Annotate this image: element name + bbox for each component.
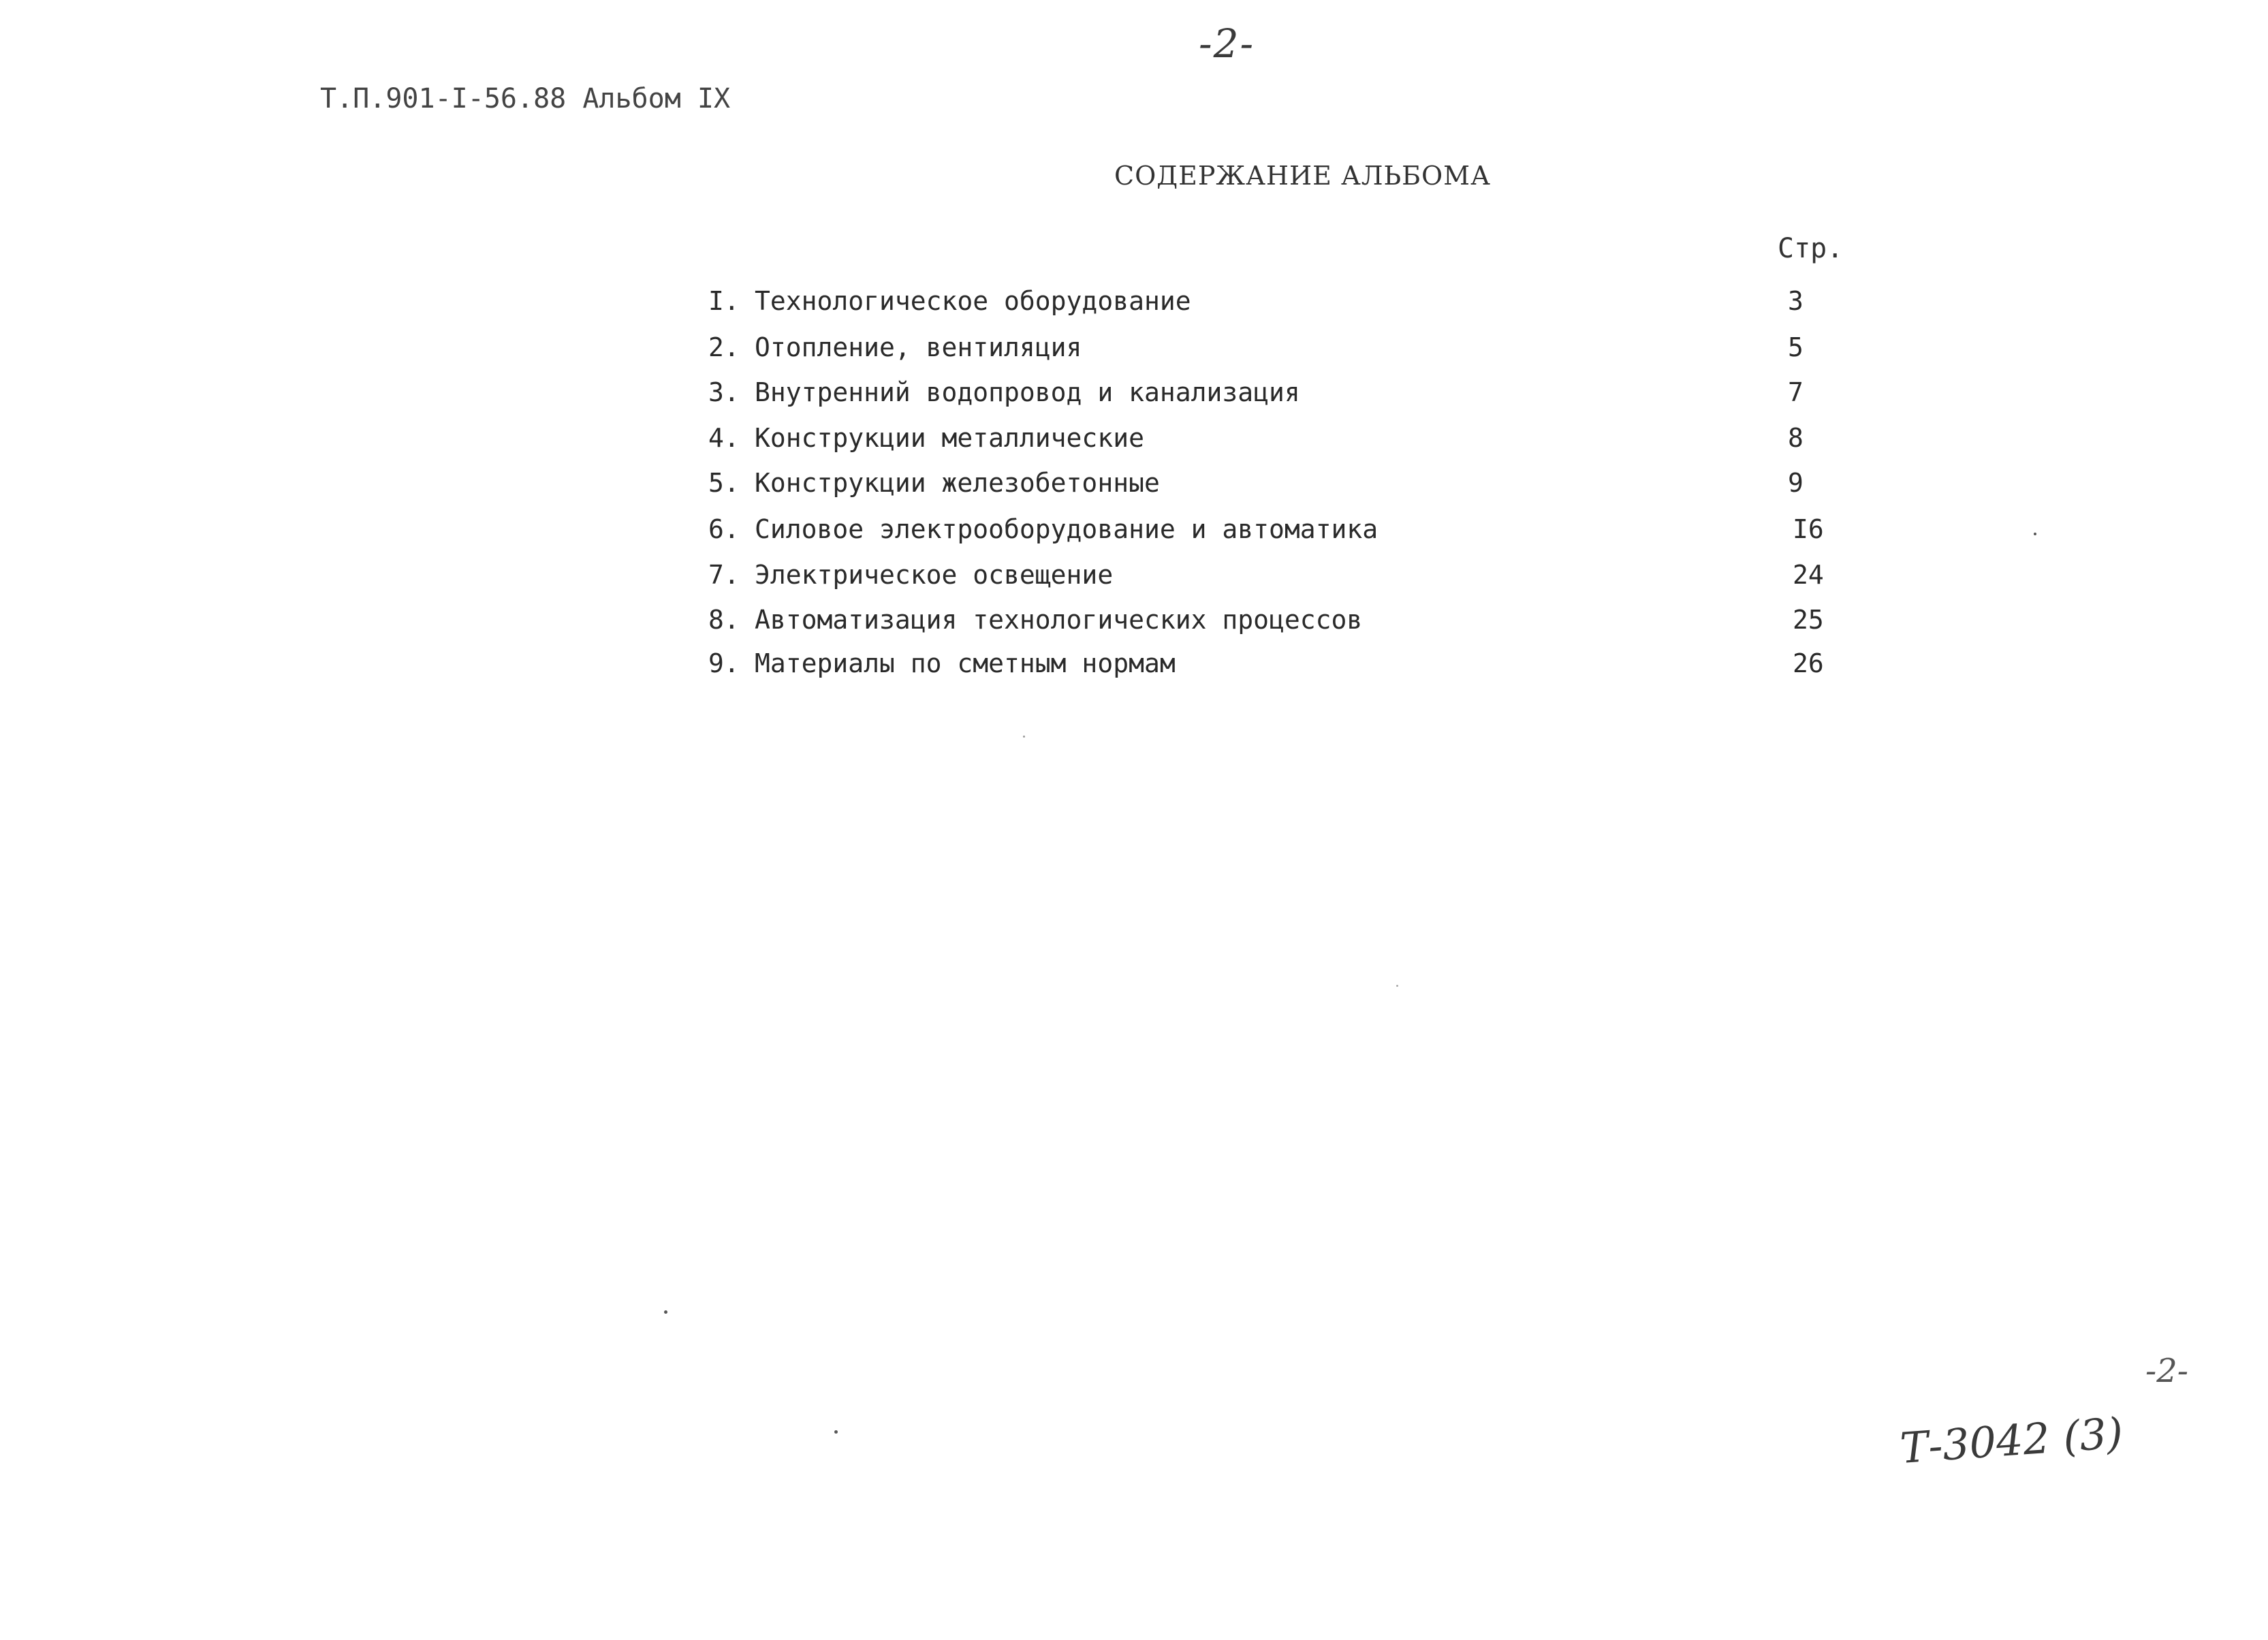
- toc-item-page: 24: [1793, 560, 1824, 590]
- toc-item-label: Конструкции железобетонные: [755, 468, 1160, 498]
- toc-item-label: Отопление, вентиляция: [755, 332, 1082, 362]
- toc-item-page: 3: [1788, 286, 1804, 316]
- toc-item: [708, 286, 1853, 324]
- toc-item: [708, 560, 1853, 598]
- toc-item: [708, 648, 1853, 687]
- toc-item-page: 26: [1793, 648, 1824, 678]
- toc-item-page: I6: [1793, 514, 1824, 544]
- album-contents-title: СОДЕРЖАНИЕ АЛЬБОМА: [1114, 161, 1491, 191]
- toc-item-number: 8.: [708, 605, 740, 635]
- toc-item: [708, 423, 1853, 461]
- toc-item-label: Конструкции металлические: [755, 423, 1144, 453]
- toc-item: [708, 332, 1853, 370]
- toc-item-label: Силовое электрооборудование и автоматика: [755, 514, 1379, 544]
- toc-item-page: 25: [1793, 605, 1824, 635]
- page-number-bottom: -2-: [2145, 1352, 2188, 1390]
- toc-item-number: 6.: [708, 514, 740, 544]
- toc-item-number: 2.: [708, 332, 740, 362]
- toc-item-page: 9: [1788, 468, 1804, 498]
- handwritten-reference: Т-3042 (3): [1898, 1408, 2125, 1473]
- toc-item-label: Материалы по сметным нормам: [755, 648, 1176, 678]
- toc-item-number: 9.: [708, 648, 740, 678]
- toc-item: [708, 377, 1853, 415]
- scan-speck: [2034, 533, 2036, 535]
- toc-item-label: Автоматизация технологических процессов: [755, 605, 1363, 635]
- toc-item-number: I.: [708, 286, 740, 316]
- toc-item-page: 7: [1788, 377, 1804, 407]
- toc-item-label: Электрическое освещение: [755, 560, 1114, 590]
- scan-speck: [1396, 985, 1398, 987]
- scan-speck: [664, 1310, 667, 1314]
- toc-item-number: 5.: [708, 468, 740, 498]
- toc-item-number: 7.: [708, 560, 740, 590]
- toc-item-number: 3.: [708, 377, 740, 407]
- document-code: Т.П.901-I-56.88 Альбом IX: [320, 83, 731, 114]
- toc-item-label: Внутренний водопровод и канализация: [755, 377, 1300, 407]
- page-number-top: -2-: [1199, 20, 1255, 67]
- toc-item-label: Технологическое оборудование: [755, 286, 1191, 316]
- toc-item-page: 8: [1788, 423, 1804, 453]
- toc-item: [708, 605, 1853, 643]
- toc-item-page: 5: [1788, 332, 1804, 362]
- toc-item: [708, 514, 1853, 552]
- scan-speck: [1023, 736, 1025, 738]
- page-column-header: Стр.: [1778, 233, 1844, 264]
- toc-item-number: 4.: [708, 423, 740, 453]
- toc-item: [708, 468, 1853, 506]
- scan-speck: [834, 1430, 838, 1434]
